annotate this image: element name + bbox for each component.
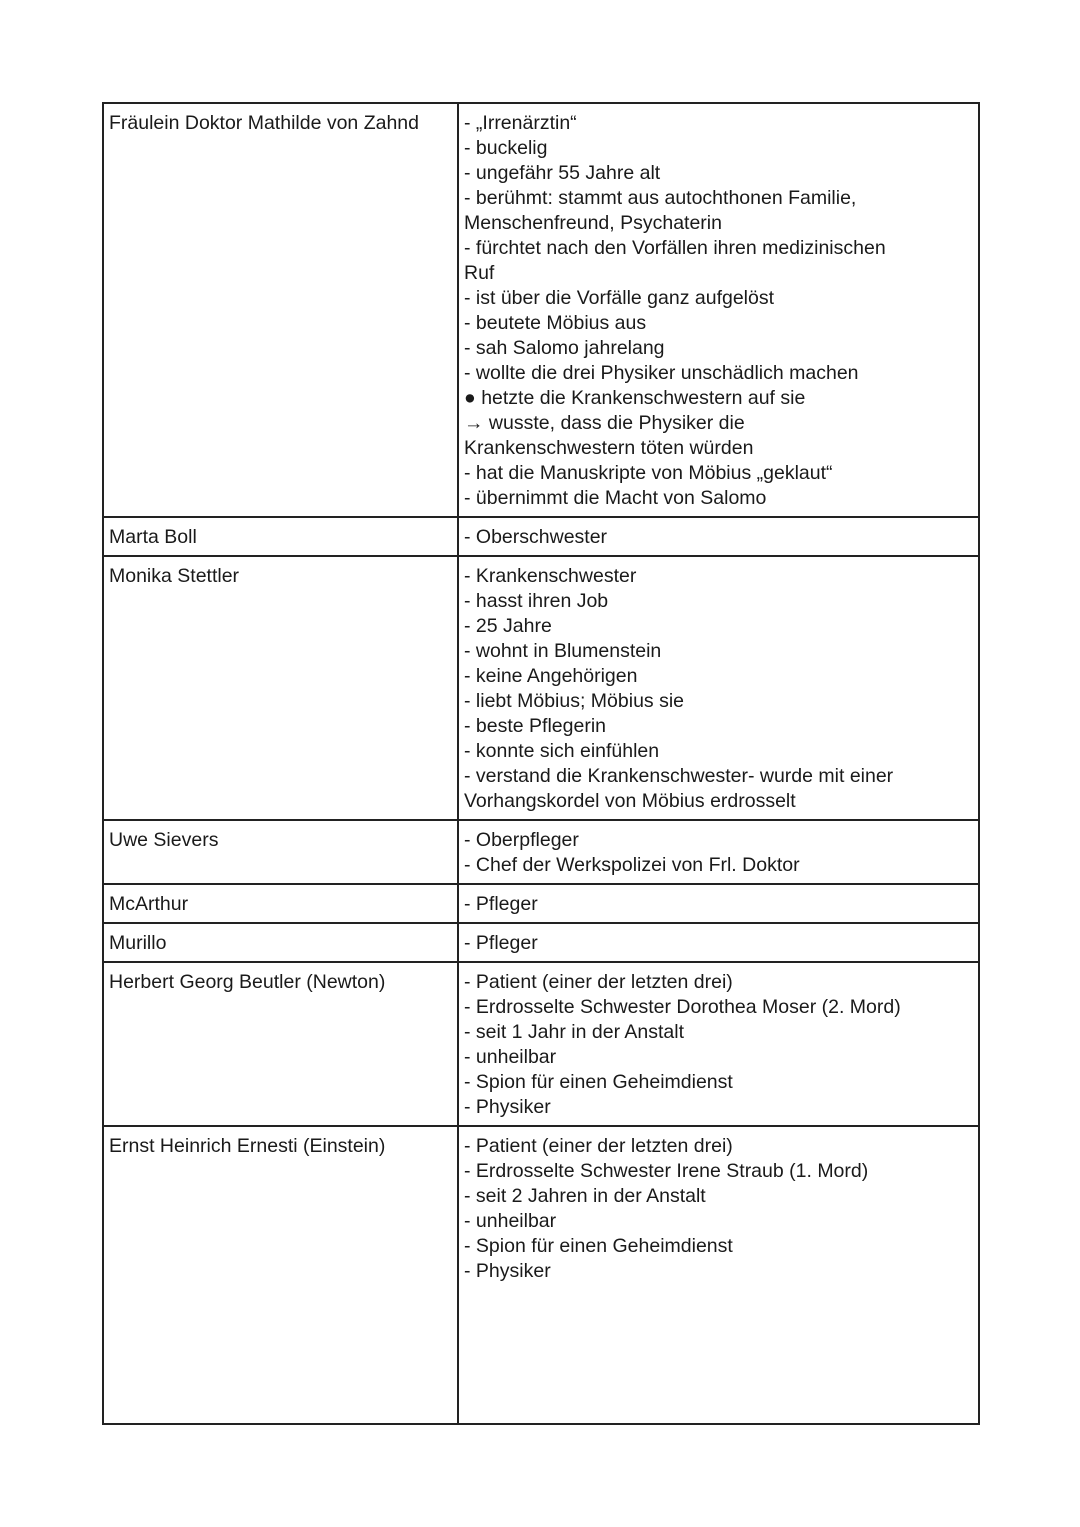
description-line: - Physiker: [464, 1096, 551, 1118]
character-name-cell: [103, 884, 458, 923]
description-line: - hasst ihren Job: [464, 590, 609, 612]
table-row: [103, 556, 979, 820]
character-name-cell: [103, 962, 458, 1126]
description-line: - Spion für einen Geheimdienst: [464, 1235, 733, 1257]
description-line: - 25 Jahre: [464, 615, 552, 637]
description-line: ● hetzte die Krankenschwestern auf sie: [464, 387, 806, 409]
description-line: - wollte die drei Physiker unschädlich machen: [464, 362, 859, 384]
character-name: Marta Boll: [109, 526, 197, 548]
character-name: Uwe Sievers: [109, 829, 219, 851]
description-line: - keine Angehörigen: [464, 665, 638, 687]
description-line: - übernimmt die Macht von Salomo: [464, 487, 767, 509]
description-line: → wusste, dass die Physiker die: [464, 412, 745, 434]
character-description-cell: [458, 556, 979, 820]
description-line: - sah Salomo jahrelang: [464, 337, 665, 359]
character-name-cell: [103, 1126, 458, 1424]
table-row: [103, 517, 979, 556]
description-line: Menschenfreund, Psychaterin: [464, 212, 722, 234]
description-line: - liebt Möbius; Möbius sie: [464, 690, 685, 712]
character-description-cell: [458, 517, 979, 556]
description-line: - Chef der Werkspolizei von Frl. Doktor: [464, 854, 800, 876]
description-line: Ruf: [464, 262, 495, 284]
description-line: - beste Pflegerin: [464, 715, 606, 737]
character-table: [102, 102, 980, 1425]
description-line: - Oberschwester: [464, 526, 608, 548]
table-row: [103, 103, 979, 517]
table-row: [103, 820, 979, 884]
character-name: Murillo: [109, 932, 167, 954]
description-line: - beutete Möbius aus: [464, 312, 647, 334]
description-line: - Pfleger: [464, 893, 538, 915]
character-name: Monika Stettler: [109, 565, 240, 587]
description-line: - wohnt in Blumenstein: [464, 640, 662, 662]
character-description-cell: [458, 820, 979, 884]
character-name-cell: [103, 517, 458, 556]
description-line: - ungefähr 55 Jahre alt: [464, 162, 661, 184]
description-line: - Oberpfleger: [464, 829, 579, 851]
table-row: [103, 884, 979, 923]
description-line: - fürchtet nach den Vorfällen ihren medizinischen: [464, 237, 886, 259]
description-line: - unheilbar: [464, 1046, 557, 1068]
description-line: - ist über die Vorfälle ganz aufgelöst: [464, 287, 775, 309]
character-name-cell: [103, 556, 458, 820]
character-name: McArthur: [109, 893, 189, 915]
description-line: - buckelig: [464, 137, 548, 159]
description-line: - unheilbar: [464, 1210, 557, 1232]
character-name-cell: [103, 103, 458, 517]
description-line: - Pfleger: [464, 932, 538, 954]
character-description-cell: [458, 103, 979, 517]
description-line: - verstand die Krankenschwester- wurde mit einer: [464, 765, 894, 787]
character-description-cell: [458, 962, 979, 1126]
description-line: - Spion für einen Geheimdienst: [464, 1071, 733, 1093]
description-line: - „Irrenärztin“: [464, 112, 577, 134]
description-line: - Physiker: [464, 1260, 551, 1282]
description-line: Krankenschwestern töten würden: [464, 437, 754, 459]
description-line: - seit 1 Jahr in der Anstalt: [464, 1021, 685, 1043]
description-line: - berühmt: stammt aus autochthonen Familie,: [464, 187, 857, 209]
description-line: - Erdrosselte Schwester Dorothea Moser (2. Mord): [464, 996, 901, 1018]
table-row: [103, 923, 979, 962]
character-description-cell: [458, 884, 979, 923]
character-name-cell: [103, 820, 458, 884]
description-line: - Patient (einer der letzten drei): [464, 971, 733, 993]
character-name-cell: [103, 923, 458, 962]
description-line: Vorhangskordel von Möbius erdrosselt: [464, 790, 796, 812]
description-line: - Erdrosselte Schwester Irene Straub (1. Mord): [464, 1160, 869, 1182]
character-name: Fräulein Doktor Mathilde von Zahnd: [109, 112, 419, 134]
description-line: - Patient (einer der letzten drei): [464, 1135, 733, 1157]
description-line: - Krankenschwester: [464, 565, 637, 587]
character-name: Ernst Heinrich Ernesti (Einstein): [109, 1135, 386, 1157]
character-name: Herbert Georg Beutler (Newton): [109, 971, 386, 993]
description-line: - hat die Manuskripte von Möbius „geklaut“: [464, 462, 833, 484]
character-description-cell: [458, 1126, 979, 1424]
character-description-cell: [458, 923, 979, 962]
table-row: [103, 962, 979, 1126]
table-row: [103, 1126, 979, 1424]
description-line: - konnte sich einfühlen: [464, 740, 660, 762]
description-line: - seit 2 Jahren in der Anstalt: [464, 1185, 706, 1207]
